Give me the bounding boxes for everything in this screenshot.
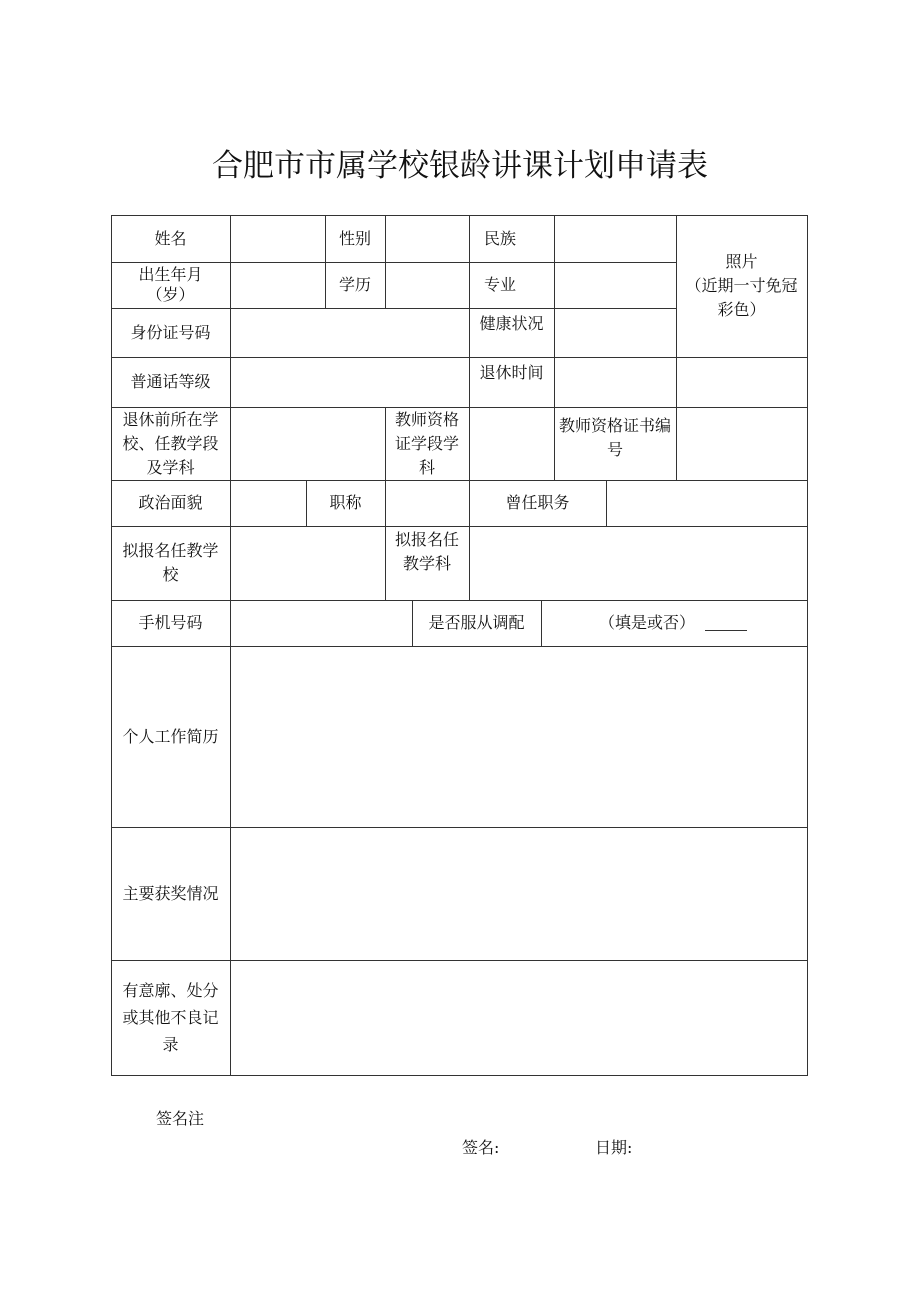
resume-input[interactable]: [231, 647, 807, 827]
footer-note: 签名注: [156, 1109, 205, 1128]
awards-input[interactable]: [231, 828, 807, 960]
label-ethnicity: 民族: [483, 228, 516, 248]
name-input[interactable]: [231, 216, 325, 262]
gender-input[interactable]: [386, 216, 469, 262]
label-resume: 个人工作简历: [122, 726, 219, 746]
cert-stage-input[interactable]: [470, 408, 554, 480]
label-birth: [111, 262, 230, 308]
label-awards: 主要获奖情况: [122, 883, 219, 903]
target-subject-input[interactable]: [470, 527, 807, 600]
label-retire-time: 退休时间: [479, 363, 544, 382]
birth-input[interactable]: [231, 263, 325, 308]
label-photo: 照片: [725, 252, 758, 271]
label-photo-note: （近期一寸免冠彩色）: [685, 276, 798, 319]
label-mandarin: 普通话等级: [130, 372, 211, 391]
footer-sign-label: 签名:: [462, 1138, 500, 1157]
obey-answer-line[interactable]: [705, 616, 747, 631]
label-obey: 是否服从调配: [428, 613, 525, 632]
label-target-subject: 拟报名任教学科: [394, 530, 459, 573]
id-number-input[interactable]: [231, 309, 469, 357]
label-title-rank: 职称: [329, 493, 362, 512]
target-school-input[interactable]: [231, 527, 385, 600]
label-birth-text: 出生年月: [138, 265, 203, 284]
footer-date-label: 日期:: [595, 1138, 633, 1157]
ethnicity-input[interactable]: [555, 216, 676, 262]
label-discipline: 有意廓、处分或其他不良记录: [122, 981, 219, 1054]
form-title: 合肥市市属学校银龄讲课计划申请表: [212, 148, 708, 184]
discipline-input[interactable]: [231, 961, 807, 1075]
political-input[interactable]: [231, 481, 306, 526]
title-rank-input[interactable]: [386, 481, 469, 526]
retire-extra-input[interactable]: [677, 358, 807, 407]
label-political: 政治面貌: [138, 493, 203, 512]
label-birth-age: （岁）: [146, 285, 195, 304]
label-phone: 手机号码: [138, 613, 203, 632]
phone-input[interactable]: [231, 601, 412, 646]
table-border-right: [807, 215, 808, 1076]
label-major: 专业: [483, 275, 516, 294]
prev-school-input[interactable]: [231, 408, 385, 480]
label-gender: 性别: [338, 228, 371, 248]
label-former-post: 曾任职务: [505, 493, 570, 512]
label-cert-number: 教师资格证书编号: [558, 416, 671, 459]
label-id-number: 身份证号码: [130, 322, 211, 342]
table-border-bottom: [111, 1075, 808, 1076]
obey-answer[interactable]: [541, 600, 807, 646]
label-education: 学历: [338, 275, 371, 294]
label-health: 健康状况: [479, 314, 544, 333]
label-prev-school: 退休前所在学校、任教学段及学科: [122, 409, 219, 477]
education-input[interactable]: [386, 263, 469, 308]
retire-time-input[interactable]: [555, 358, 676, 407]
label-target-school: 拟报名任教学校: [122, 541, 219, 584]
label-name: 姓名: [154, 228, 187, 248]
obey-hint: （填是或否）: [599, 613, 696, 632]
former-post-input[interactable]: [607, 481, 807, 526]
photo-box[interactable]: [676, 248, 807, 324]
major-input[interactable]: [555, 263, 676, 308]
cert-number-input[interactable]: [677, 408, 807, 480]
label-cert-stage: 教师资格证学段学科: [394, 409, 459, 477]
health-input[interactable]: [555, 309, 676, 357]
mandarin-input[interactable]: [231, 358, 469, 407]
